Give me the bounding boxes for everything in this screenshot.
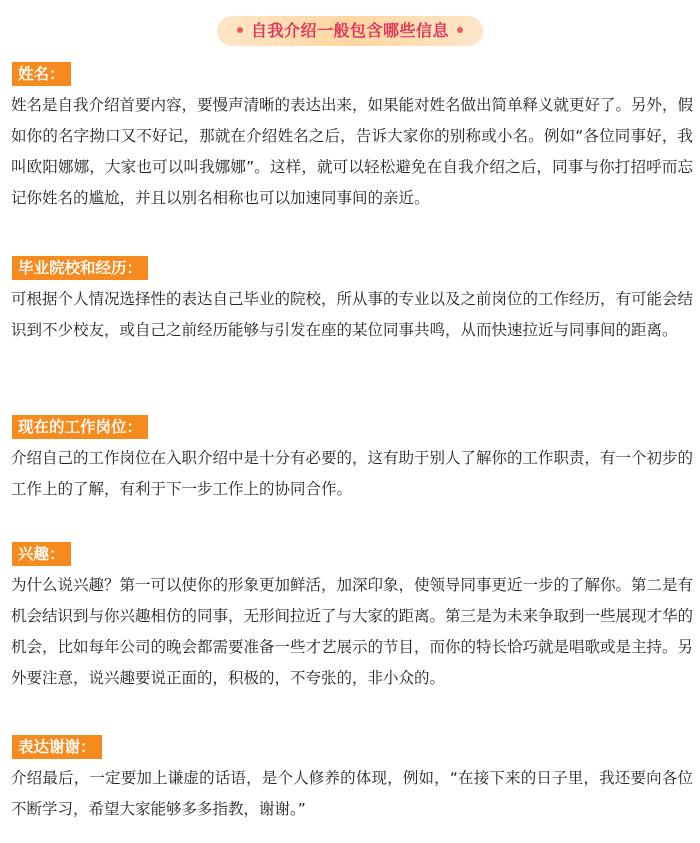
section-label: 现在的工作岗位： (12, 415, 148, 439)
section-interests (11, 542, 693, 694)
title-banner (0, 16, 700, 46)
section-paragraph: 介绍最后，一定要加上谦虚的话语，是个人修养的体现，例如，“在接下来的日子里，我还要向各位不断学习，希望大家能够多多指教，谢谢。” (11, 769, 693, 818)
section-paragraph: 为什么说兴趣？第一可以使你的形象更加鲜活，加深印象，使领导同事更近一步的了解你。第二是有机会结识到与你兴趣相仿的同事，无形间拉近了与大家的距离。第三是为未来争取到一些展现才华的机会，比如每年公司的晚会都需要准备一些才艺展示的节目，而你的特长恰巧就是唱歌或是主持。另外要注意，说兴趣要说正面的，积极的，不夸张的，非小众的。 (11, 576, 694, 687)
left-dot-icon (237, 27, 243, 33)
section-paragraph: 姓名是自我介绍首要内容，要慢声清晰的表达出来，如果能对姓名做出简单释义就更好了。另外，假如你的名字拗口又不好记，那就在介绍姓名之后，告诉大家你的别称或小名。例如“各位同事好，我叫欧阳娜娜，大家也可以叫我娜娜”。这样，就可以轻松避免在自我介绍之后，同事与你打招呼而忘记你姓名的尴尬，并且以别名相称也可以加速同事间的亲近。 (11, 96, 694, 207)
section-position (11, 415, 693, 505)
section-thanks (11, 735, 693, 825)
section-label: 毕业院校和经历： (12, 256, 148, 280)
section-name (11, 62, 693, 214)
section-paragraph: 可根据个人情况选择性的表达自己毕业的院校，所从事的专业以及之前岗位的工作经历，有可能会结识到不少校友，或自己之前经历能够与引发在座的某位同事共鸣，从而快速拉近与同事间的距离。 (11, 290, 694, 339)
title-pill (217, 16, 483, 46)
section-label: 兴趣： (12, 542, 71, 566)
section-paragraph: 介绍自己的工作岗位在入职介绍中是十分有必要的，这有助于别人了解你的工作职责，有一个初步的工作上的了解，有利于下一步工作上的协同合作。 (11, 449, 694, 498)
section-label: 表达谢谢： (12, 735, 102, 759)
section-label: 姓名： (12, 62, 71, 86)
right-dot-icon (457, 27, 463, 33)
page-title: 自我介绍一般包含哪些信息 (250, 21, 449, 40)
section-education (11, 256, 693, 346)
